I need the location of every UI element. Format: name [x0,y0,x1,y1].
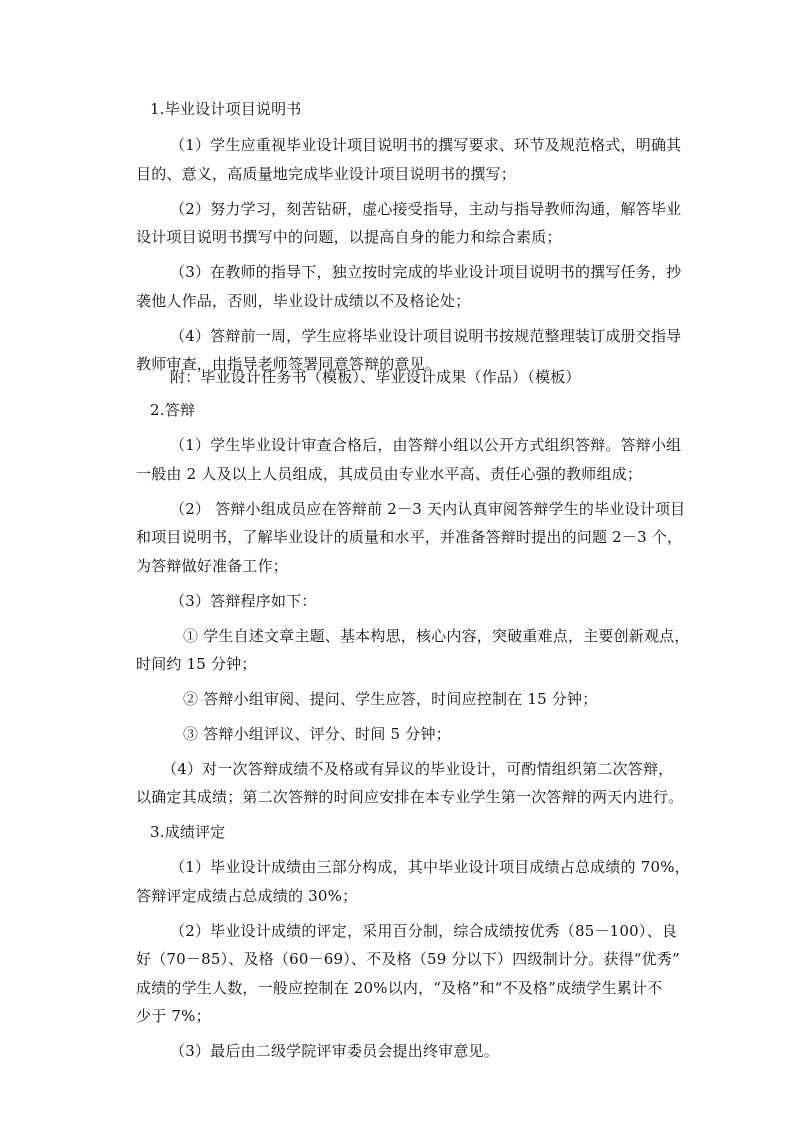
paragraph-line: 答辩评定成绩占总成绩的 30%； [136,887,358,905]
paragraph-line: （2）毕业设计成绩的评定，采用百分制，综合成绩按优秀（85－100）、良 [170,922,677,940]
appendix-note: 附：毕业设计任务书（模板）、毕业设计成果（作品）（模板） [170,368,581,386]
paragraph-line: （3）最后由二级学院评审委员会提出终审意见。 [170,1042,499,1060]
paragraph-line: 袭他人作品，否则，毕业设计成绩以不及格论处； [136,292,471,310]
paragraph-line: 一般由 2 人及以上人员组成，其成员由专业水平高、责任心强的教师组成； [136,465,643,483]
paragraph-line: （4）答辩前一周，学生应将毕业设计项目说明书按规范整理装订成册交指导 [170,327,682,345]
paragraph-line: 少于 7%； [136,1007,211,1025]
paragraph-line: （1）毕业设计成绩由三部分构成，其中毕业设计项目成绩占总成绩的 70%， [170,858,690,876]
paragraph-line: 设计项目说明书撰写中的问题，以提高自身的能力和综合素质； [136,228,562,246]
paragraph-line: （4）对一次答辩成绩不及格或有异议的毕业设计，可酌情组织第二次答辩， [162,760,674,778]
paragraph-line: 以确定其成绩；第二次答辩的时间应安排在本专业学生第一次答辩的两天内进行。 [136,788,684,806]
section-heading-3: 3.成绩评定 [150,823,226,841]
paragraph-line: （3）在教师的指导下，独立按时完成的毕业设计项目说明书的撰写任务，抄 [170,263,682,281]
procedure-step: 时间约 15 分钟； [136,655,257,673]
paragraph-line: 目的、意义，高质量地完成毕业设计项目说明书的撰写； [136,165,517,183]
paragraph-line: （2）努力学习，刻苦钻研，虚心接受指导，主动与指导教师沟通，解答毕业 [170,200,682,218]
paragraph-line: 和项目说明书，了解毕业设计的质量和水平，并准备答辩时提出的问题 2－3 个， [136,528,683,546]
procedure-step: ③ 答辩小组评议、评分、时间 5 分钟； [183,725,451,743]
section-heading-1: 1.毕业设计项目说明书 [150,100,302,118]
paragraph-line: （1）学生应重视毕业设计项目说明书的撰写要求、环节及规范格式，明确其 [170,136,682,154]
section-heading-2: 2.答辩 [150,401,196,419]
paragraph-line: （1）学生毕业设计审查合格后，由答辩小组以公开方式组织答辩。答辩小组 [170,436,682,454]
paragraph-line: 教师审查，由指导老师签署同意答辩的意见。 [136,355,441,373]
paragraph-line: 好（70－85）、及格（60－69）、不及格（59 分以下）四级制计分。获得“优秀” [136,950,680,968]
paragraph-line: 为答辩做好准备工作； [136,557,289,575]
paragraph-line: 成绩的学生人数，一般应控制在 20%以内，“及格”和“不及格”成绩学生累计不 [136,979,663,997]
procedure-step: ① 学生自述文章主题、基本构思，核心内容，突破重难点，主要创新观点， [183,627,690,645]
procedure-step: ② 答辩小组审阅、提问、学生应答，时间应控制在 15 分钟； [183,690,598,708]
paragraph-line: （2） 答辩小组成员应在答辩前 2－3 天内认真审阅答辩学生的毕业设计项目 [170,500,686,518]
paragraph-line: （3）答辩程序如下： [170,592,317,610]
